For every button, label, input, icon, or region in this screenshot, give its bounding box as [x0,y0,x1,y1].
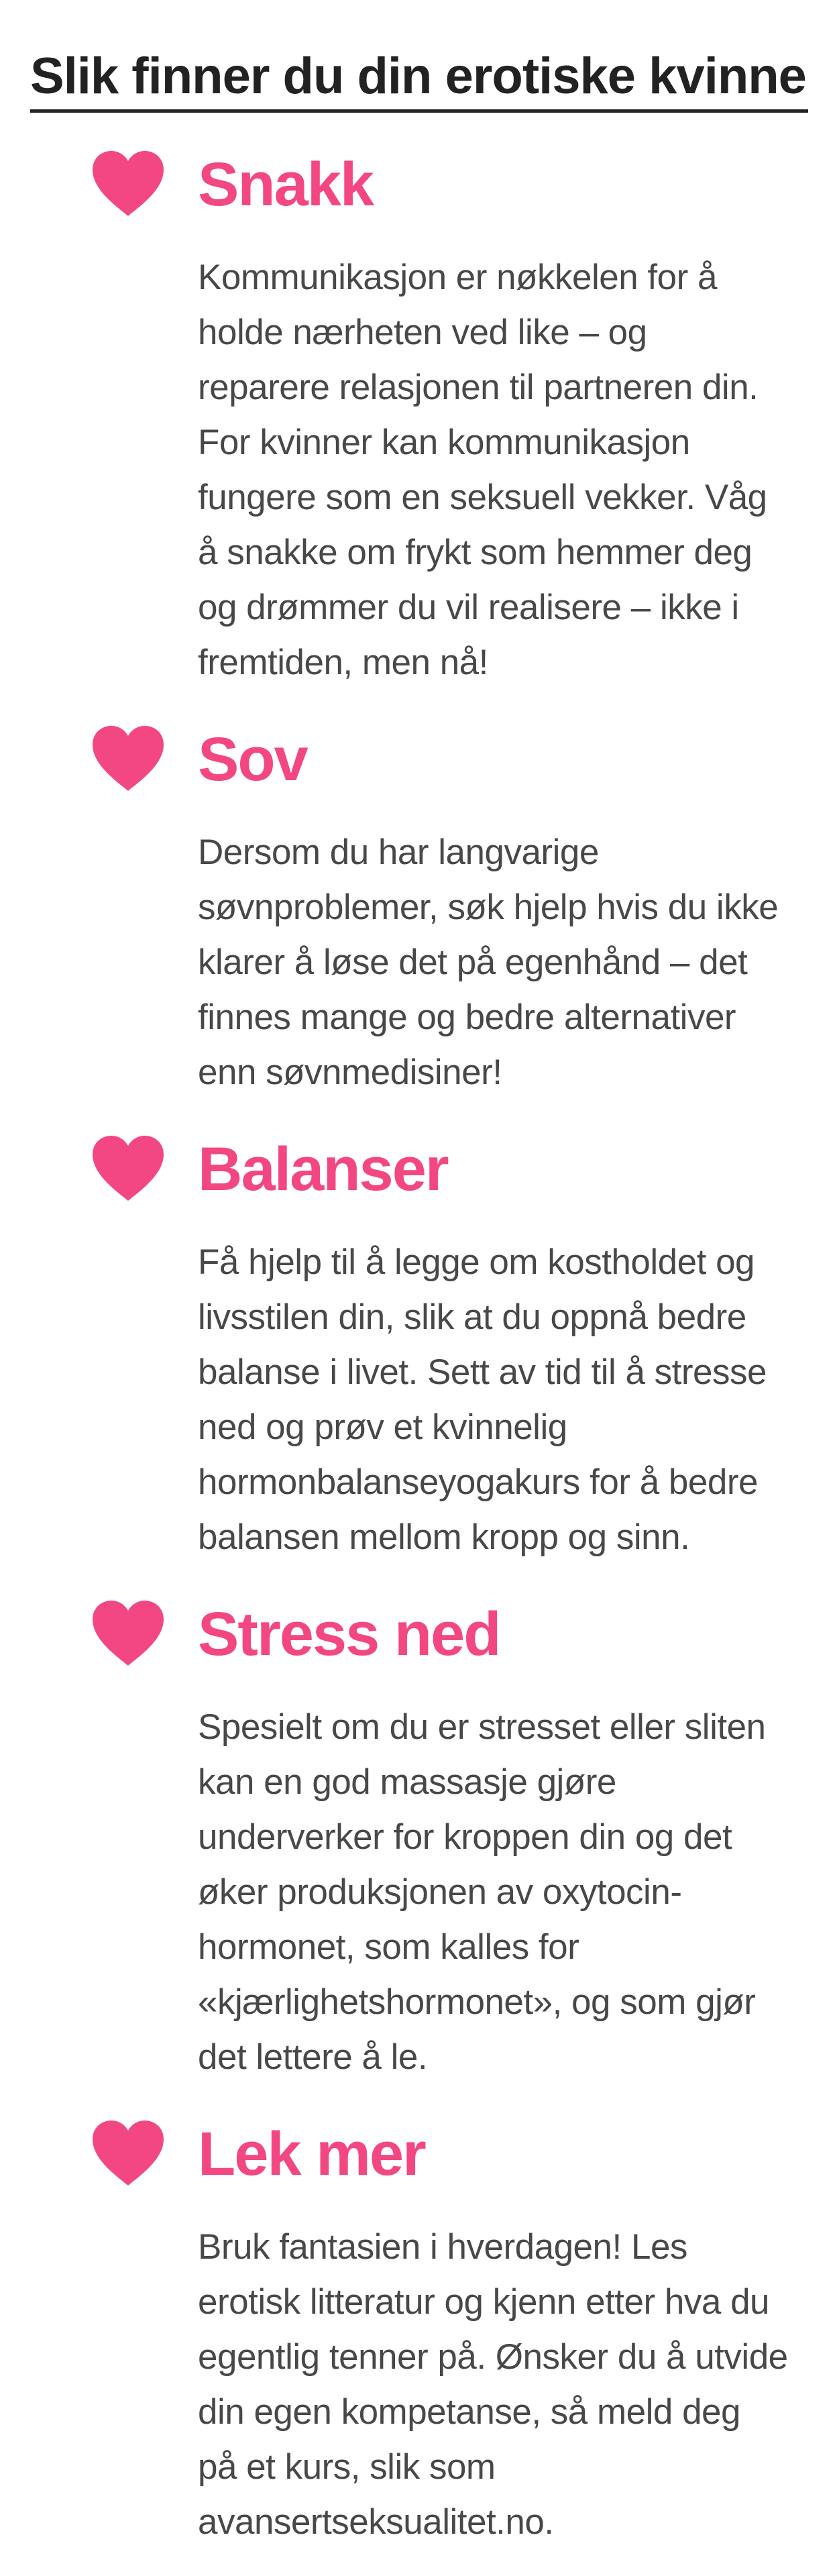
tip-title: Snakk [198,150,374,219]
tip-body: Spesielt om du er stresset eller sliten kan en god massasje gjøre underverker for kroppen din og det øker produksjonen av oxytocin-hormonet, som kalles for «kjærlighetshormonet», og som gjør det lettere å le. [198,1707,766,2077]
heart-icon [89,2118,168,2188]
tip-body: Få hjelp til å legge om kostholdet og livsstilen din, slik at du oppnå bedre balanse i livet. Sett av tid til å stresse ned og prøv et kvinnelig hormonbalanseyogakurs for å bedre balansen mellom kropp og sinn. [198,1242,767,1557]
tip-title: Lek mer [198,2120,425,2188]
title-underline [30,109,808,113]
tip-title: Balanser [198,1135,448,1203]
heart-icon [89,724,168,794]
tip-body: Dersom du har langvarige søvnproblemer, søk hjelp hvis du ikke klarer å løse det på egenhånd – det finnes mange og bedre alternativer enn søvnmedisiner! [198,833,779,1092]
heart-icon [89,1134,168,1203]
heart-icon [89,1599,168,1668]
tip-title: Stress ned [198,1600,500,1668]
tip-body: Bruk fantasien i hverdagen! Les erotisk litteratur og kjenn etter hva du egentlig tenner på. Ønsker du å utvide din egen kompetanse, så meld deg på et kurs, slik som avansertseksualitet.no. [198,2227,788,2542]
page-title: Slik finner du din erotiske kvinne [30,48,806,105]
tip-body: Kommunikasjon er nøkkelen for å holde nærheten ved like – og reparere relasjonen til partneren din. For kvinner kan kommunikasjon fungere som en seksuell vekker. Våg å snakke om frykt som hemmer deg og drømmer du vil realisere – ikke i fremtiden, men nå! [198,258,767,682]
tip-title: Sov [198,725,307,794]
heart-icon [89,149,168,219]
